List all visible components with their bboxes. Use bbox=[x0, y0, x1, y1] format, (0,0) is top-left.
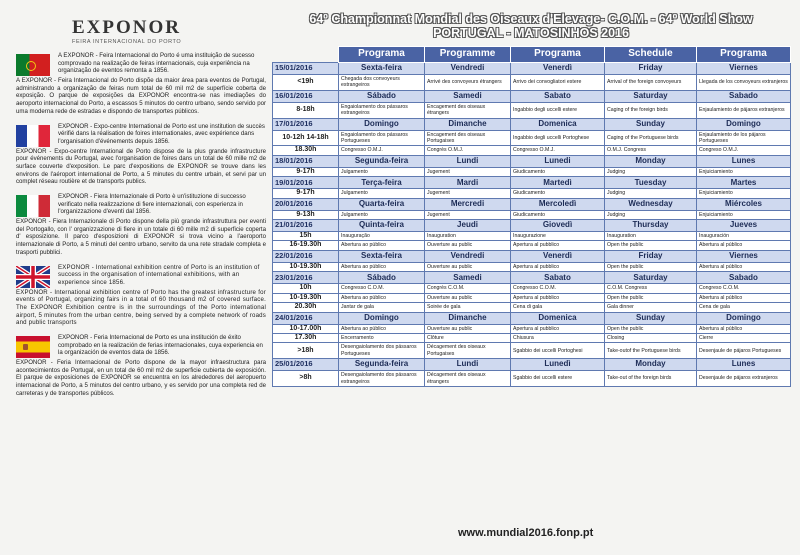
day-name-cell: Giovedì bbox=[511, 220, 605, 232]
event-cell: Abertura ao público bbox=[339, 241, 425, 250]
event-cell: Take-out of the foreign birds bbox=[605, 371, 697, 387]
event-cell: Desenjaule de pájaros extranjeros bbox=[697, 371, 791, 387]
date-cell: 21/01/2016 bbox=[273, 220, 339, 232]
event-cell: Jantar de gala bbox=[339, 303, 425, 312]
event-cell: Cierre bbox=[697, 333, 791, 342]
header-cell: Programa bbox=[697, 47, 791, 63]
time-cell: 15h bbox=[273, 232, 339, 241]
day-name-cell: Segunda-feira bbox=[339, 155, 425, 167]
time-cell: 10-17.00h bbox=[273, 324, 339, 333]
event-cell: Caging of the foreign birds bbox=[605, 102, 697, 118]
schedule-table bbox=[272, 46, 791, 387]
day-name-cell: Thursday bbox=[605, 220, 697, 232]
event-cell: Caging of the Portuguese birds bbox=[605, 130, 697, 146]
event-cell: Desengaiolamento dos pássaros Portugueses bbox=[339, 343, 425, 359]
event-cell: Open the public bbox=[605, 324, 697, 333]
description-block bbox=[16, 193, 266, 257]
event-row bbox=[273, 210, 791, 219]
event-cell: Abertura al público bbox=[697, 241, 791, 250]
spain-flag-icon bbox=[16, 336, 50, 358]
event-cell: Cena di gala bbox=[511, 303, 605, 312]
event-cell: Enjuiciamiento bbox=[697, 167, 791, 176]
day-name-cell: Mardi bbox=[425, 177, 511, 189]
event-cell: Ouverture au public bbox=[425, 262, 511, 271]
event-cell: Apertura al pubblico bbox=[511, 262, 605, 271]
event-row bbox=[273, 189, 791, 198]
description-block bbox=[16, 123, 266, 187]
description-lead: EXPONOR - Feria Internacional de Porto es una institución de éxito comprobado en la realización de ferias internacionales, cuya experiencia en la organización de eventos data de 1856. bbox=[58, 334, 263, 357]
event-cell: Julgamento bbox=[339, 210, 425, 219]
header-cell: Programa bbox=[339, 47, 425, 63]
description-block bbox=[16, 52, 266, 116]
event-cell: Ouverture au public bbox=[425, 293, 511, 302]
event-cell: Ouverture au public bbox=[425, 324, 511, 333]
event-cell: Congrès O.M.J. bbox=[425, 146, 511, 155]
event-cell: Congreso O.M.J. bbox=[697, 146, 791, 155]
date-cell: 17/01/2016 bbox=[273, 118, 339, 130]
description-lead: EXPONOR - International exhibition centre of Porto is an institution of success in the organisation of international exhibitions, with an experience since 1856. bbox=[58, 263, 260, 286]
event-row bbox=[273, 343, 791, 359]
day-name-cell: Venerdì bbox=[511, 63, 605, 75]
day-name-cell: Domingo bbox=[697, 118, 791, 130]
italy-flag-icon bbox=[16, 195, 50, 217]
event-cell: Take-outof the Portuguese birds bbox=[605, 343, 697, 359]
day-name-cell: Vendredi bbox=[425, 250, 511, 262]
schedule-panel bbox=[272, 12, 790, 387]
event-cell: Inauguration bbox=[425, 232, 511, 241]
day-name-cell: Miércoles bbox=[697, 198, 791, 210]
day-row bbox=[273, 90, 791, 102]
event-cell: Giudicamento bbox=[511, 210, 605, 219]
day-name-cell: Saturday bbox=[605, 90, 697, 102]
header-cell: Schedule bbox=[605, 47, 697, 63]
event-cell: Sgabbio dei uccelli Portoghesi bbox=[511, 343, 605, 359]
time-cell: 9-17h bbox=[273, 189, 339, 198]
day-name-cell: Terça-feira bbox=[339, 177, 425, 189]
event-cell: Enjuiciamiento bbox=[697, 189, 791, 198]
event-cell: Inaugurazione bbox=[511, 232, 605, 241]
day-name-cell: Sexta-feira bbox=[339, 63, 425, 75]
event-cell: Encagement des oiseaux Portugaises bbox=[425, 130, 511, 146]
time-cell: 16-19.30h bbox=[273, 241, 339, 250]
description-block bbox=[16, 264, 266, 328]
description-lead: A EXPONOR - Feira Internacional do Porto é uma instituição de sucesso comprovado na realização de feiras internacionais, cuja experiência na organização de eventos remonta a 1856. bbox=[58, 52, 255, 75]
logo-subtitle: FEIRA INTERNACIONAL DO PORTO bbox=[72, 39, 182, 45]
uk-flag-icon bbox=[16, 266, 50, 288]
day-name-cell: Vendredi bbox=[425, 63, 511, 75]
event-cell: Jugement bbox=[425, 189, 511, 198]
day-row bbox=[273, 118, 791, 130]
time-cell: <19h bbox=[273, 75, 339, 91]
header-cell: Programme bbox=[425, 47, 511, 63]
page-subtitle: PORTUGAL - MATOSINHOS 2016 bbox=[433, 26, 629, 40]
day-name-cell: Segunda-feira bbox=[339, 359, 425, 371]
event-cell: Congresso C.O.M. bbox=[339, 284, 425, 293]
event-cell: Engaiolamento dos pássaros estrangeiros bbox=[339, 102, 425, 118]
event-cell: Apertura al pubblico bbox=[511, 241, 605, 250]
france-flag-icon bbox=[16, 125, 50, 147]
event-cell: Abertura al público bbox=[697, 293, 791, 302]
day-row bbox=[273, 272, 791, 284]
day-name-cell: Venerdì bbox=[511, 250, 605, 262]
event-cell: Llegada de los convoyeurs extranjeros bbox=[697, 75, 791, 91]
exponor-logo bbox=[72, 18, 202, 45]
event-cell: Chegada dos convoyeurs estrangeiros bbox=[339, 75, 425, 91]
day-name-cell: Sunday bbox=[605, 312, 697, 324]
info-column bbox=[16, 18, 266, 548]
time-cell: 9-13h bbox=[273, 210, 339, 219]
day-row bbox=[273, 198, 791, 210]
event-row bbox=[273, 102, 791, 118]
description-body: EXPONOR - Fiera Internazionale di Porto dispone della più grande infrastruttura per eventi del Portogallo, con l' organizzazione di fiere in un totale di 60 mille m2 di superficie coperta d' esposizione. Il parco d'esposizioni di EXPONOR si trova vicino a l'aeroporto internazionale di Porto, a 5 minuti del centro urbano, servito da una rete stradale completa e trasporti pubblici. bbox=[16, 218, 266, 256]
day-name-cell: Wednesday bbox=[605, 198, 697, 210]
day-name-cell: Quinta-feira bbox=[339, 220, 425, 232]
day-name-cell: Jeudi bbox=[425, 220, 511, 232]
day-name-cell: Sabado bbox=[697, 272, 791, 284]
description-body: A EXPONOR - Feira Internacional do Porto dispõe da maior área para eventos de Portugal, administrando a organização de feiras num total de 60 mil m2 de superfície coberta de exposição. O parque de exposições da EXPONOR encontra-se nas imediações do aeroporto internacional do Porto, a escassos 5 minutos do centro urbano, sendo servido por uma moderna rede de estradas e dispondo de transportes públicos. bbox=[16, 77, 266, 115]
event-row bbox=[273, 324, 791, 333]
time-cell: 10-19.30h bbox=[273, 262, 339, 271]
description-lead: EXPONOR - Expo-centre International de Porto est une institution de succès vérifié dans la réalisation de foires internationales, avec expérience dans l'organisation d'événements depuis 1856. bbox=[58, 122, 265, 145]
event-cell: O.M.J. Congress bbox=[605, 146, 697, 155]
event-cell: Décagement des oiseaux Portugaises bbox=[425, 343, 511, 359]
event-cell: Apertura al pubblico bbox=[511, 324, 605, 333]
event-cell: Inauguration bbox=[605, 232, 697, 241]
day-name-cell: Saturday bbox=[605, 272, 697, 284]
event-row bbox=[273, 262, 791, 271]
day-name-cell: Lundi bbox=[425, 155, 511, 167]
time-cell: 17.30h bbox=[273, 333, 339, 342]
event-cell: Julgamento bbox=[339, 189, 425, 198]
day-name-cell: Lundi bbox=[425, 359, 511, 371]
day-name-cell: Monday bbox=[605, 359, 697, 371]
event-cell: Arrival of the foreign convoyeurs bbox=[605, 75, 697, 91]
page-title: 64º Championnat Mondial des Oiseaux d'Elevage- C.O.M. - 64º World Show bbox=[309, 12, 753, 26]
event-cell: Clôture bbox=[425, 333, 511, 342]
event-cell: Abertura ao público bbox=[339, 324, 425, 333]
event-cell: C.O.M. Congress bbox=[605, 284, 697, 293]
date-cell: 19/01/2016 bbox=[273, 177, 339, 189]
day-name-cell: Domingo bbox=[339, 312, 425, 324]
date-cell: 24/01/2016 bbox=[273, 312, 339, 324]
date-cell: 15/01/2016 bbox=[273, 63, 339, 75]
day-row bbox=[273, 220, 791, 232]
date-cell: 23/01/2016 bbox=[273, 272, 339, 284]
event-cell: Congreso C.O.M. bbox=[697, 284, 791, 293]
date-cell: 20/01/2016 bbox=[273, 198, 339, 210]
day-name-cell: Domenica bbox=[511, 118, 605, 130]
event-cell: Abertura ao público bbox=[339, 262, 425, 271]
event-cell: Encagement des oiseaux étrangers bbox=[425, 102, 511, 118]
day-name-cell: Sunday bbox=[605, 118, 697, 130]
day-name-cell: Domenica bbox=[511, 312, 605, 324]
event-cell: Congresso O.M.J. bbox=[511, 146, 605, 155]
day-name-cell: Domingo bbox=[697, 312, 791, 324]
day-row bbox=[273, 312, 791, 324]
event-cell: Open the public bbox=[605, 262, 697, 271]
day-name-cell: Viernes bbox=[697, 63, 791, 75]
day-name-cell: Lunedi bbox=[511, 155, 605, 167]
time-cell: 20.30h bbox=[273, 303, 339, 312]
event-row bbox=[273, 167, 791, 176]
day-name-cell: Sabado bbox=[697, 90, 791, 102]
description-block bbox=[16, 334, 266, 398]
day-name-cell: Samedi bbox=[425, 90, 511, 102]
day-name-cell: Quarta-feira bbox=[339, 198, 425, 210]
event-cell: Judging bbox=[605, 167, 697, 176]
time-cell: 8-18h bbox=[273, 102, 339, 118]
event-cell: Judging bbox=[605, 189, 697, 198]
day-name-cell: Dimanche bbox=[425, 312, 511, 324]
day-name-cell: Martedì bbox=[511, 177, 605, 189]
event-cell: Arrivé des convoyeurs étrangers bbox=[425, 75, 511, 91]
time-cell: >18h bbox=[273, 343, 339, 359]
day-name-cell: Sexta-feira bbox=[339, 250, 425, 262]
portugal-flag-icon bbox=[16, 54, 50, 76]
event-cell: Desengaiolamento dos pássaros estrangeiros bbox=[339, 371, 425, 387]
description-body: EXPONOR - Expo-centre International de Porto dispose de la plus grande infrastructure pour événements du Portugal, avec l'organisation de foires dans un total de 60 mille m2 de surface couverte d'exposition. Le parc d'expositions de EXPONOR se trouve dans les environs de l'aéroport international de Porto, a 5 minutes du centre urbain, et servi par un complet réseau routière et de transports publics. bbox=[16, 147, 266, 186]
day-name-cell: Lunes bbox=[697, 359, 791, 371]
day-name-cell: Tuesday bbox=[605, 177, 697, 189]
day-name-cell: Mercredi bbox=[425, 198, 511, 210]
event-cell: Abertura al público bbox=[697, 262, 791, 271]
event-row bbox=[273, 75, 791, 91]
logo-wordmark: EXPONOR bbox=[72, 17, 181, 38]
event-cell: Soirée de gala bbox=[425, 303, 511, 312]
event-cell: Chiusura bbox=[511, 333, 605, 342]
event-cell: Ouverture au public bbox=[425, 241, 511, 250]
day-name-cell: Lunes bbox=[697, 155, 791, 167]
event-cell: Congrès C.O.M. bbox=[425, 284, 511, 293]
day-name-cell: Martes bbox=[697, 177, 791, 189]
day-name-cell: Sabato bbox=[511, 272, 605, 284]
day-row bbox=[273, 63, 791, 75]
date-cell: 22/01/2016 bbox=[273, 250, 339, 262]
header-blank bbox=[273, 47, 339, 63]
footer-url[interactable]: www.mundial2016.fonp.pt bbox=[458, 527, 594, 539]
day-name-cell: Mercoledì bbox=[511, 198, 605, 210]
time-cell: 10h bbox=[273, 284, 339, 293]
event-cell: Décagement des oiseaux étrangers bbox=[425, 371, 511, 387]
day-name-cell: Friday bbox=[605, 250, 697, 262]
header-row bbox=[273, 47, 791, 63]
event-cell: Desenjaule de pájaros Portugueses bbox=[697, 343, 791, 359]
day-name-cell: Sábado bbox=[339, 272, 425, 284]
event-row bbox=[273, 130, 791, 146]
event-cell: Judging bbox=[605, 210, 697, 219]
event-cell: Jugement bbox=[425, 210, 511, 219]
day-name-cell: Monday bbox=[605, 155, 697, 167]
event-cell: Inauguração bbox=[339, 232, 425, 241]
time-cell: 10-12h 14-18h bbox=[273, 130, 339, 146]
event-cell: Ingabbio degli uccelli Portoghese bbox=[511, 130, 605, 146]
day-row bbox=[273, 155, 791, 167]
event-cell: Congresso O.M.J. bbox=[339, 146, 425, 155]
day-name-cell: Friday bbox=[605, 63, 697, 75]
event-row bbox=[273, 303, 791, 312]
description-lead: EXPONOR - Fiera Internazionale di Porto è un'istituzione di successo verificato nella realizzazione di fiere internazionali, con esperienza in l'organizzazione d'eventi dal 1856. bbox=[58, 193, 246, 216]
event-row bbox=[273, 146, 791, 155]
day-name-cell: Lunedì bbox=[511, 359, 605, 371]
time-cell: 10-19.30h bbox=[273, 293, 339, 302]
event-cell: Engaiolamento dos pássaros Portugueses bbox=[339, 130, 425, 146]
date-cell: 16/01/2016 bbox=[273, 90, 339, 102]
event-cell: Sgabbio dei uccelli estere bbox=[511, 371, 605, 387]
event-cell: Apertura al pubblico bbox=[511, 293, 605, 302]
event-cell: Ingabbio degli uccelli estere bbox=[511, 102, 605, 118]
description-body: EXPONOR - International exhibition centre of Porto has the greatest infrastructure for events of Portugal, organizing fairs in a total of 60 thousand m2 of covered surface. The EXPONOR Exhibition centre is in the surroundings of the Porto international airport, 5 minutes from the urban centre, being served by a complete network of roads and public transports bbox=[16, 288, 266, 327]
event-cell: Open the public bbox=[605, 293, 697, 302]
day-name-cell: Sábado bbox=[339, 90, 425, 102]
day-name-cell: Domingo bbox=[339, 118, 425, 130]
day-row bbox=[273, 177, 791, 189]
day-row bbox=[273, 250, 791, 262]
day-name-cell: Jueves bbox=[697, 220, 791, 232]
event-row bbox=[273, 232, 791, 241]
event-cell: Gala dinner bbox=[605, 303, 697, 312]
time-cell: 18.30h bbox=[273, 146, 339, 155]
event-cell: Cena de gala bbox=[697, 303, 791, 312]
header-cell: Programa bbox=[511, 47, 605, 63]
event-cell: Julgamento bbox=[339, 167, 425, 176]
day-name-cell: Dimanche bbox=[425, 118, 511, 130]
event-cell: Enjuiciamiento bbox=[697, 210, 791, 219]
description-body: EXPONOR - Feria Internacional de Porto dispone de la mayor infraestructura para acontecimientos de Portugal, en un total de 60 mil m2 de superficie cubierta de exposición. El parque de exposiciones de EXPONOR se encuentra en los alrededores del aeropuerto internacional de Porto, a 5 minutos del centro urbano, y es servido por una completa red de carreteras y de transportes públicos. bbox=[16, 359, 266, 397]
time-cell: >8h bbox=[273, 371, 339, 387]
event-cell: Enjaulamiento de los pájaros Portugueses bbox=[697, 130, 791, 146]
date-cell: 18/01/2016 bbox=[273, 155, 339, 167]
event-cell: Inauguración bbox=[697, 232, 791, 241]
day-row bbox=[273, 359, 791, 371]
event-row bbox=[273, 371, 791, 387]
day-name-cell: Sabato bbox=[511, 90, 605, 102]
event-row bbox=[273, 284, 791, 293]
event-cell: Congresso C.O.M. bbox=[511, 284, 605, 293]
event-row bbox=[273, 333, 791, 342]
event-cell: Enjaulamiento de pájaros extranjeros bbox=[697, 102, 791, 118]
date-cell: 25/01/2016 bbox=[273, 359, 339, 371]
time-cell: 9-17h bbox=[273, 167, 339, 176]
day-name-cell: Viernes bbox=[697, 250, 791, 262]
event-cell: Open the public bbox=[605, 241, 697, 250]
event-row bbox=[273, 241, 791, 250]
event-cell: Giudicamento bbox=[511, 189, 605, 198]
event-row bbox=[273, 293, 791, 302]
event-cell: Encerramento bbox=[339, 333, 425, 342]
day-name-cell: Samedi bbox=[425, 272, 511, 284]
event-cell: Abertura ao público bbox=[339, 293, 425, 302]
event-cell: Closing bbox=[605, 333, 697, 342]
event-cell: Giudicamento bbox=[511, 167, 605, 176]
event-cell: Arrivo dei convogliatori estere bbox=[511, 75, 605, 91]
event-cell: Abertura al público bbox=[697, 324, 791, 333]
event-cell: Jugement bbox=[425, 167, 511, 176]
